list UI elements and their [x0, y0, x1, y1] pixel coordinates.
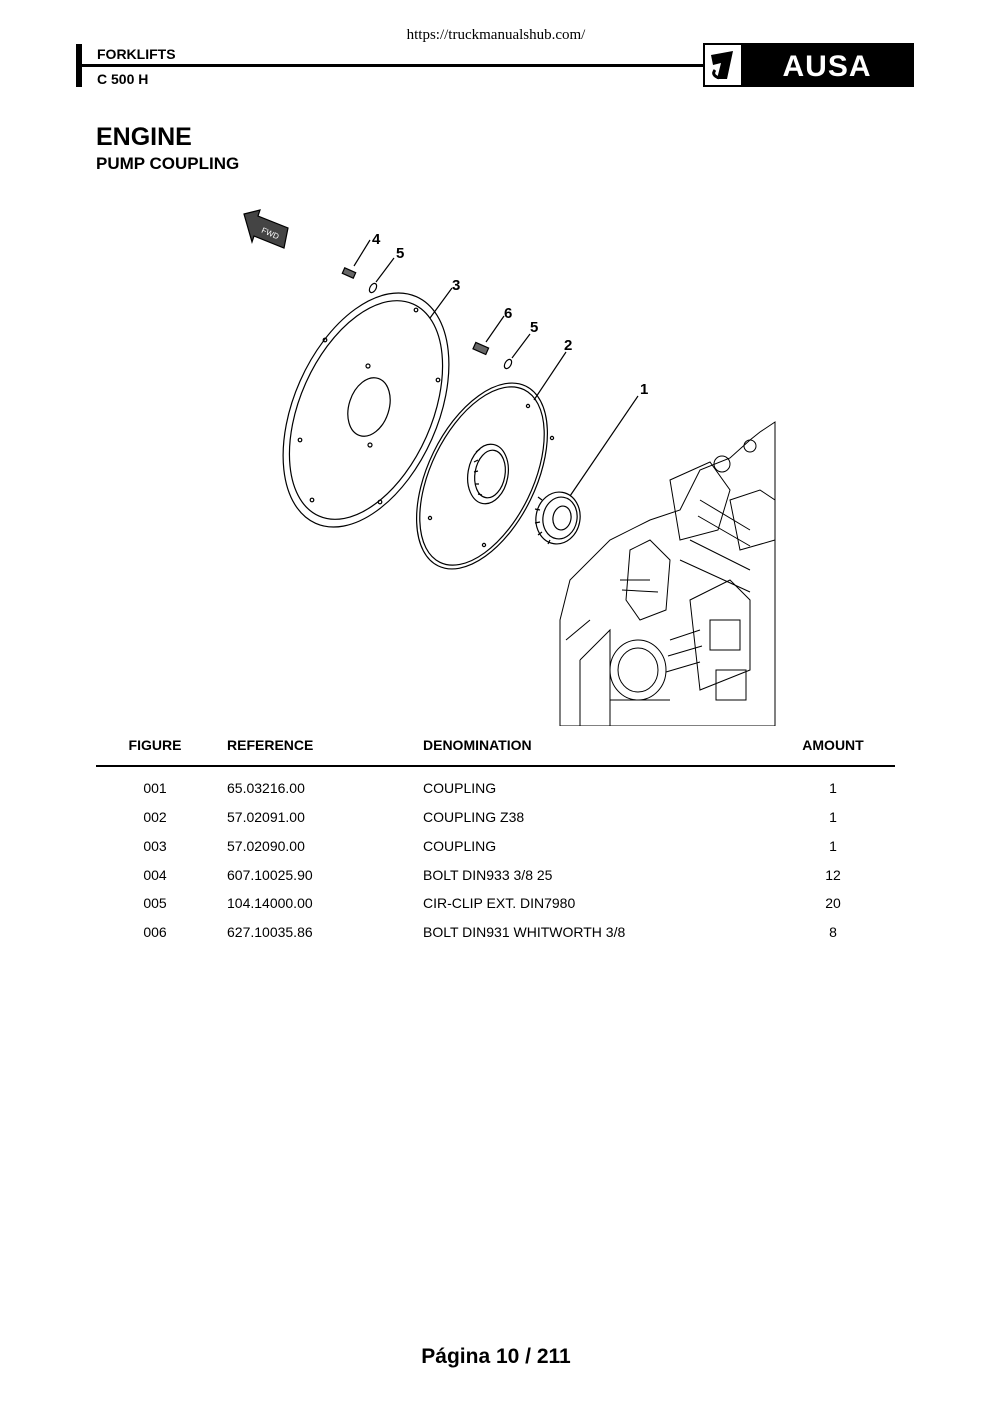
callout-4: 4 [372, 231, 381, 248]
cell-figure: 006 [143, 924, 167, 940]
part-5-clip-b [503, 358, 513, 370]
header-model: C 500 H [97, 71, 149, 87]
callout-5a: 5 [396, 245, 405, 262]
cell-reference: 627.10035.86 [227, 924, 313, 940]
part-1-coupling-hub [532, 489, 584, 548]
cell-amount: 12 [825, 867, 841, 883]
cell-amount: 1 [829, 838, 837, 854]
table-header-rule [96, 765, 895, 767]
cell-denomination: COUPLING [423, 838, 497, 854]
header-rule [82, 64, 704, 67]
cell-figure: 003 [143, 838, 167, 854]
cell-amount: 20 [825, 895, 841, 911]
section-subtitle: PUMP COUPLING [96, 154, 240, 173]
cell-amount: 1 [829, 809, 837, 825]
cell-reference: 104.14000.00 [227, 895, 313, 911]
callout-5b: 5 [530, 319, 539, 336]
cell-reference: 607.10025.90 [227, 867, 313, 883]
cell-amount: 8 [829, 924, 837, 940]
callout-3: 3 [452, 277, 461, 294]
table-row [0, 838, 992, 860]
table-row [0, 809, 992, 831]
part-3-coupling-plate [250, 267, 482, 552]
cell-amount: 1 [829, 780, 837, 796]
col-header-reference: REFERENCE [227, 737, 314, 753]
col-header-amount: AMOUNT [802, 737, 864, 753]
table-row [0, 895, 992, 917]
callout-2: 2 [564, 337, 573, 354]
ausa-logo [703, 43, 914, 87]
col-header-denomination: DENOMINATION [423, 737, 532, 753]
page-number: Página 10 / 211 [421, 1345, 571, 1368]
cell-denomination: BOLT DIN933 3/8 25 [423, 867, 553, 883]
part-6-bolt [473, 342, 489, 354]
source-url[interactable]: https://truckmanualshub.com/ [406, 27, 586, 43]
table-row [0, 780, 992, 802]
section-title: ENGINE [96, 123, 192, 151]
cell-denomination: CIR-CLIP EXT. DIN7980 [423, 895, 576, 911]
col-header-figure: FIGURE [128, 737, 182, 753]
logo-text: AUSA [782, 50, 872, 83]
callout-1: 1 [640, 381, 649, 398]
header-category: FORKLIFTS [97, 46, 176, 62]
cell-denomination: BOLT DIN931 WHITWORTH 3/8 [423, 924, 626, 940]
cell-reference: 57.02090.00 [227, 838, 305, 854]
cell-denomination: COUPLING [423, 780, 497, 796]
cell-reference: 57.02091.00 [227, 809, 305, 825]
cell-figure: 005 [143, 895, 167, 911]
exploded-view-diagram [230, 200, 780, 726]
table-row [0, 867, 992, 889]
part-2-coupling-disc [390, 362, 575, 589]
table-row [0, 924, 992, 946]
callout-6: 6 [504, 305, 513, 322]
cell-figure: 002 [143, 809, 167, 825]
part-5-clip-a [368, 282, 378, 294]
cell-figure: 001 [143, 780, 167, 796]
engine-block [560, 422, 775, 726]
cell-denomination: COUPLING Z38 [423, 809, 525, 825]
cell-reference: 65.03216.00 [227, 780, 305, 796]
forward-arrow-icon [244, 210, 288, 248]
forward-arrow-label: FWD [260, 225, 281, 242]
cell-figure: 004 [143, 867, 167, 883]
part-4-bolt [342, 268, 355, 278]
